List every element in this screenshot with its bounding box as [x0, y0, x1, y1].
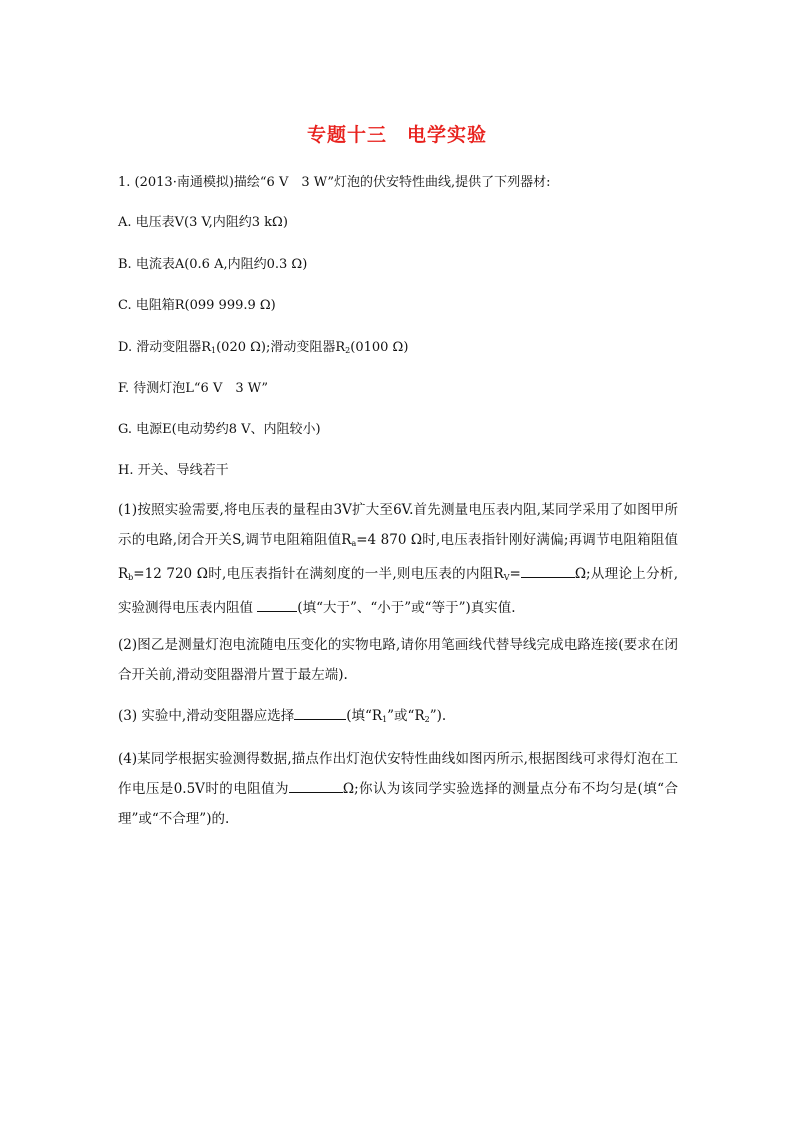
- option-b: B. 电流表A(0.6 A,内阻约0.3 Ω): [118, 257, 308, 272]
- sub-question-3: (3) 实验中,滑动变阻器应选择 (填“$R_1$”或“$R_2$”).: [118, 701, 678, 735]
- answer-blank[interactable]: [294, 705, 346, 720]
- option-g: G. 电源E(电动势约8 V、内阻较小): [118, 422, 321, 437]
- page-title: 专题十三 电学实验: [306, 124, 487, 146]
- option-h: H. 开关、导线若干: [118, 463, 229, 478]
- answer-blank[interactable]: [521, 563, 575, 578]
- sub-question-1: (1)按照实验需要,将电压表的量程由3V扩大至6V.首先测量电压表内阻,某同学采用了如图甲所示的电路,闭合开关S,调节电阻箱阻值$R_a=4$ 870 Ω时,电压表指针刚好满偏;再调节电阻箱阻值$R_b=12$ 720 Ω时,电压表指针在满刻度的一半,则电压表的内阻$R_V= \Omega$;从理论上分析,实验测得电压表内阻值 (填“大于”、“小于”或“等于”)真实值.: [118, 502, 678, 616]
- option-a: A. 电压表V(3 V,内阻约3 kΩ): [118, 215, 288, 230]
- question-stem: 1. (2013·南通模拟)描绘“6 V 3 W”灯泡的伏安特性曲线,提供了下列器材:: [118, 175, 551, 190]
- option-d: D. 滑动变阻器$R_1(020$ Ω);滑动变阻器$R_2(0100$ Ω): [118, 340, 409, 355]
- option-f: F. 待测灯泡L“6 V 3 W”: [118, 381, 268, 396]
- sub-question-2: (2)图乙是测量灯泡电流随电压变化的实物电路,请你用笔画线代替导线完成电路连接(要求在闭合开关前,滑动变阻器滑片置于最左端).: [118, 637, 678, 683]
- answer-blank[interactable]: [257, 597, 297, 612]
- option-c: C. 电阻箱R(099 999.9 Ω): [118, 298, 276, 313]
- sub-question-4: (4)某同学根据实验测得数据,描点作出灯泡伏安特性曲线如图丙所示,根据图线可求得灯泡在工作电压是0.5V时的电阻值为 Ω;你认为该同学实验选择的测量点分布不均匀是(填“合理”或“不合理”)的.: [118, 751, 678, 827]
- answer-blank[interactable]: [289, 778, 343, 793]
